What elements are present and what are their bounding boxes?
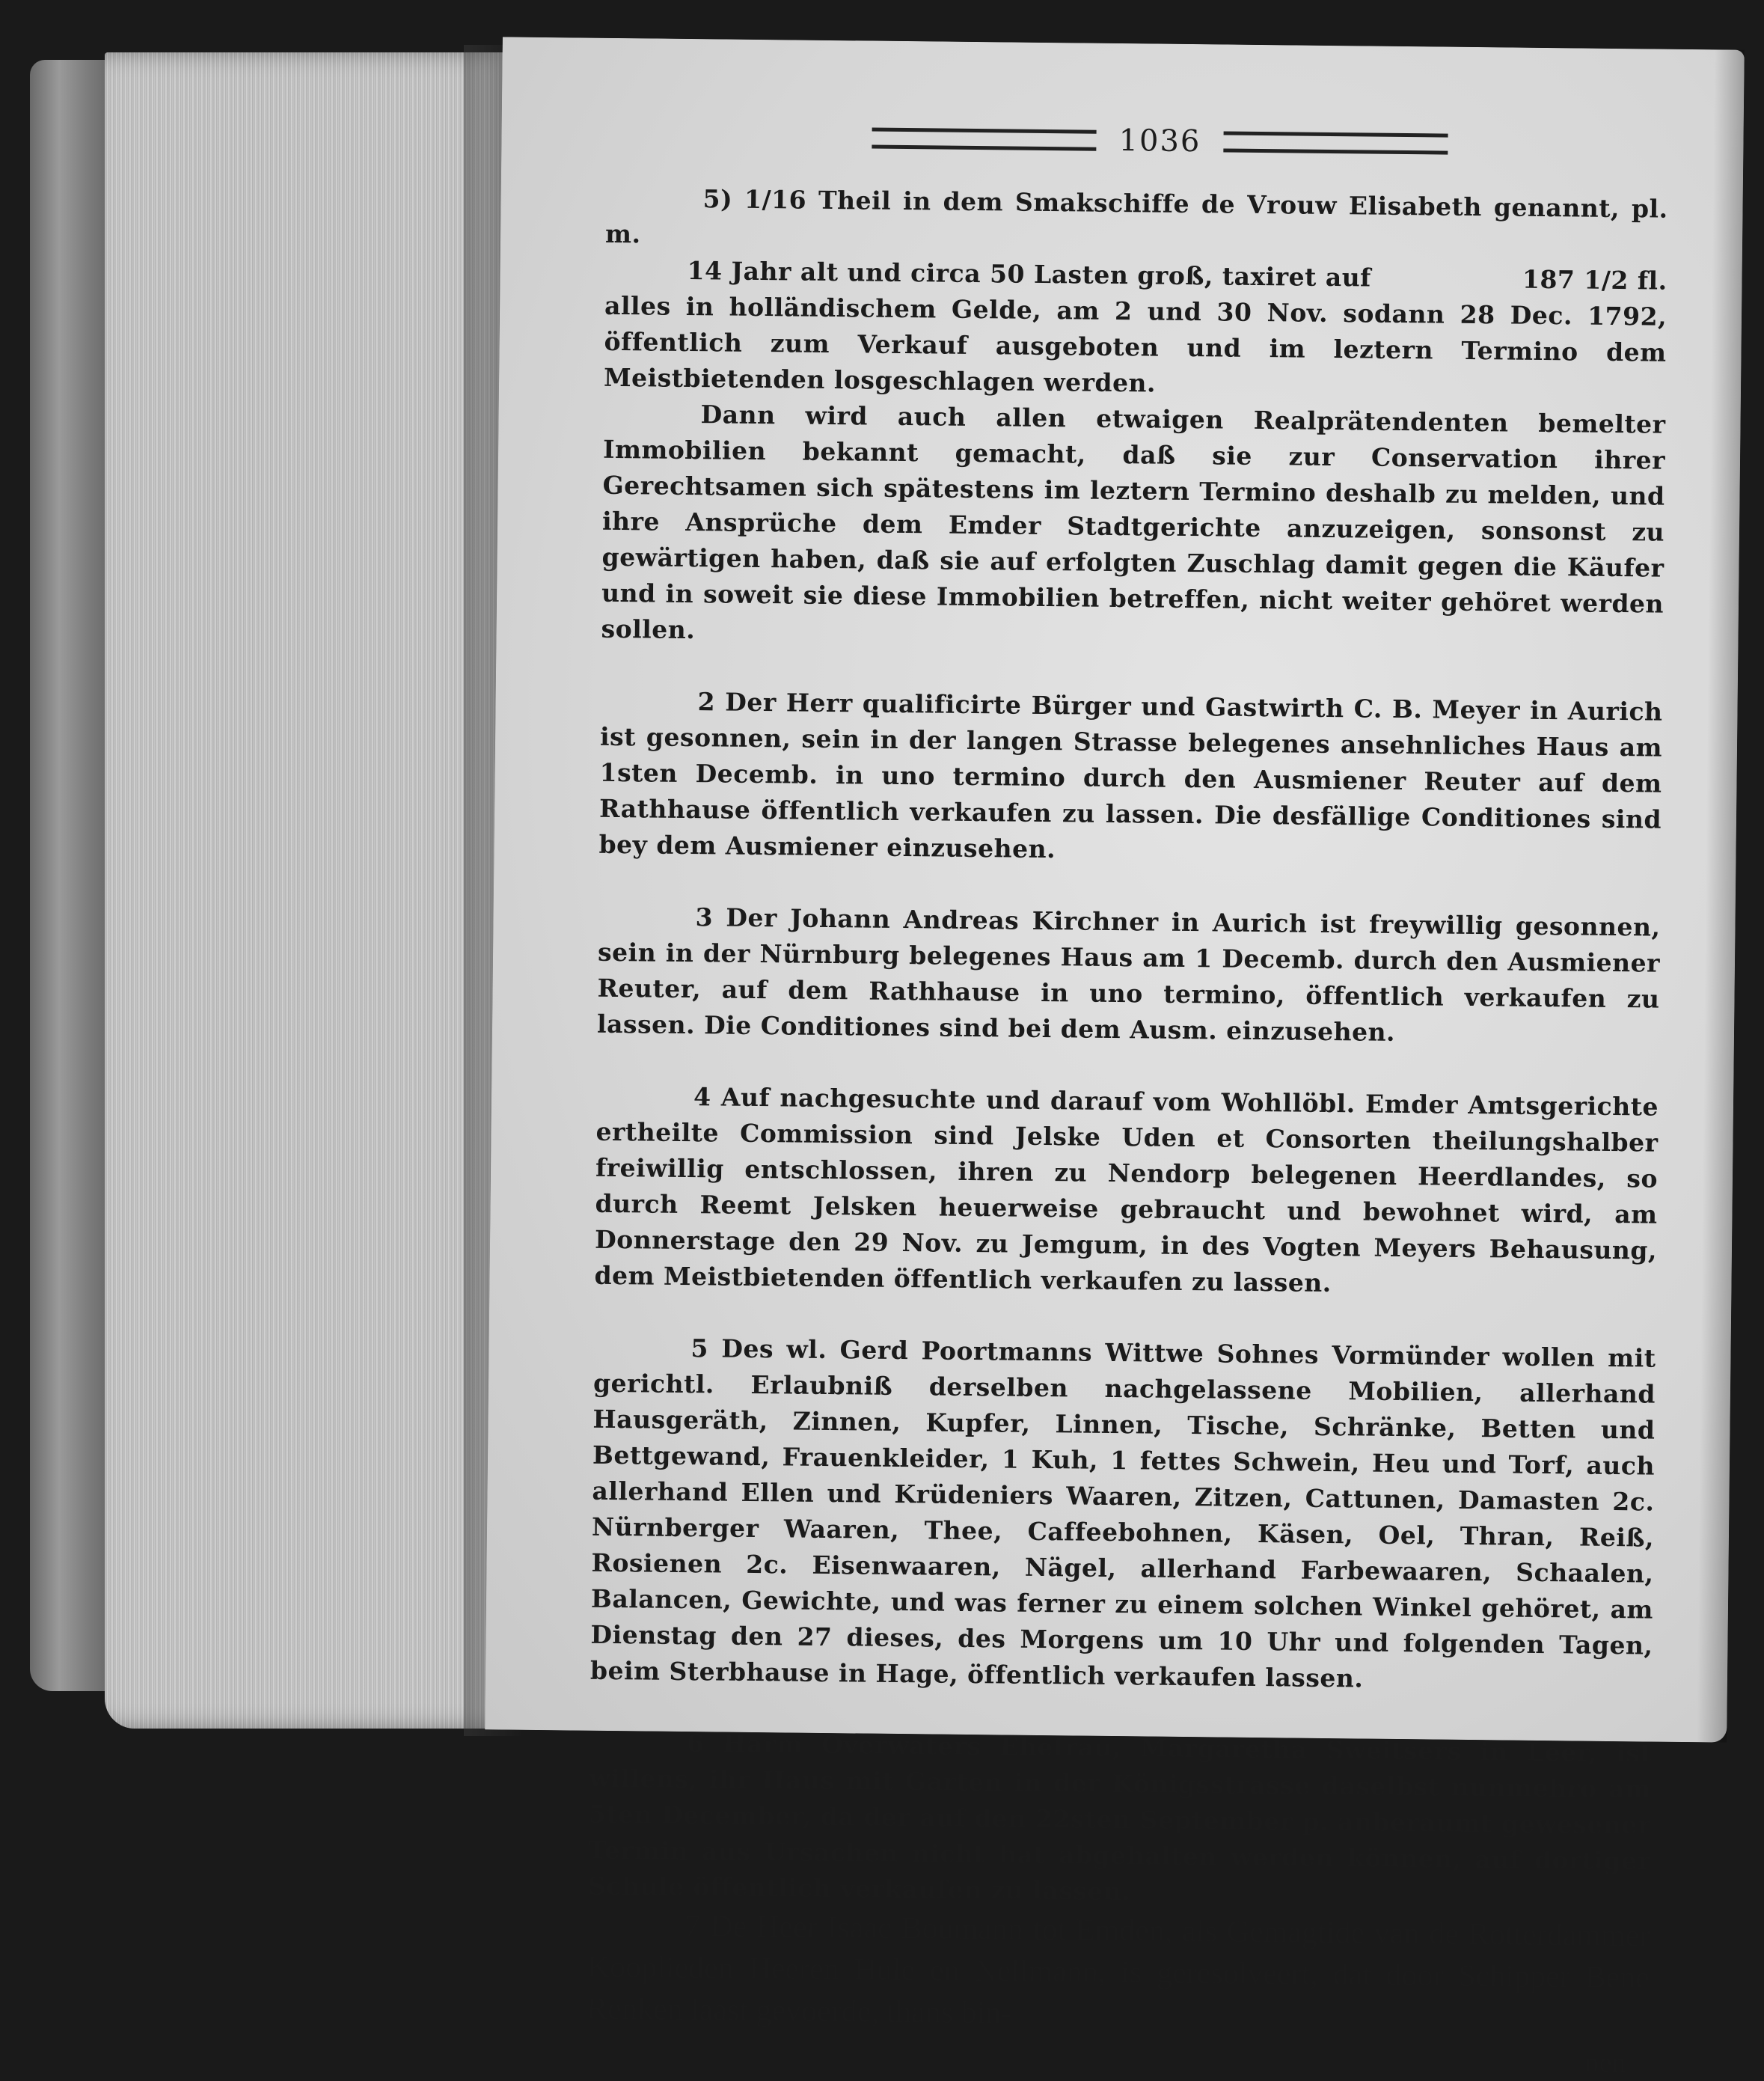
header-rule-right [1223,131,1448,154]
page-header [853,115,1467,167]
item-price: 187 1/2 fl. [1522,264,1667,296]
paragraph-notice-3: 3 Der Johann Andreas Kirchner in Aurich ist freywillig gesonnen, sein in der Nürnburg belegenes Haus am 1 Decemb. durch den Ausmiener Reuter, auf dem Rathhause in uno termino, öffentlich verkaufen zu lassen. Die Conditiones sind bei dem Ausm. einzusehen. [596,902,1661,1047]
paragraph-notice-6: 6 Harm Overwaters Ehefrau, Margaretha Sweitsers in Leer, ist willens, ihr Haus mit Garten in der Königsstrasse daselbst nunmehro am 5ten December, da der auf den 22sten September p. anberaumt gewesener Termin aus Ursachen nicht hat abgehalten werden können, auf dortiger Schule öffentlich verkaufen zu lassen. [587,1729,1653,1907]
paragraph-sale-terms: alles in holländischem Gelde, am 2 und 30 Nov. sodann 28 Dec. 1792, öffentlich zum Verkauf ausgeboten und im leztern Termino dem Meistbietenden losgeschlagen werden. [603,290,1667,398]
page-number: 1036 [1118,123,1201,159]
page-body [586,180,1667,2080]
paragraph-notice-5: 5 Des wl. Gerd Poortmanns Wittwe Sohnes Vormünder wollen mit gerichtl. Erlaubniß derselben nachgelassene Mobilien, allerhand Hausgeräth, Zinnen, Kupfer, Linnen, Tische, Schränke, Betten und Bettgewand, Frauenkleider, 1 Kuh, 1 fettes Schwein, Heu und Torf, auch allerhand Ellen und Krüdeniers Waaren, Zitzen, Cattunen, Damasten 2c. Nürnberger Waaren, Thee, Caffeebohnen, Käsen, Oel, Thran, Reiß, Rosienen 2c. Eisenwaaren, Nägel, allerhand Farbewaaren, Schaalen, Balancen, Gewichte, und was ferner zu einem solchen Winkel gehöret, am Dienstag den 27 dieses, des Morgens um 10 Uhr und folgenden Tagen, beim Sterbhause in Hage, öffentlich verkaufen lassen. [589,1333,1656,1693]
page-edge-shadow [1697,49,1745,1742]
item-description: 14 Jahr alt und circa 50 Lasten groß, taxiret auf [687,255,1372,293]
page-edges [105,52,509,1729]
item-line-1: 5) 1/16 Theil in dem Smakschiffe de Vrouw Elisabeth genannt, pl. m. [604,184,1668,249]
book-page [485,37,1745,2080]
paragraph-notice-4: 4 Auf nachgesuchte und darauf vom Wohllöbl. Emder Amtsgerichte ertheilte Commission sind Jelske Uden et Consorten theilungshalber freiwillig entschlossen, ihren zu Nendorp belegenen Heerdlandes, so durch Reemt Jelsken heuerweise gebraucht und bewohnet wird, am Donnerstage den 29 Nov. zu Jemgum, in des Vogten Meyers Behausung, dem Meistbietenden öffentlich verkaufen zu lassen. [594,1082,1659,1298]
paragraph-notice-7: 7 De Heer Isaac Boumann tot Emden, als Gemagtide van de Rotterdammer Kooplieden Heeren Hule en Nellmann, is geresolveert, dat door Schipper Bene Renken laast gevoerde, thans bin- [587,1909,1650,2031]
catchword: nen [1584,2047,1626,2080]
header-rule-left [872,128,1096,151]
paragraph-notice-2: 2 Der Herr qualificirte Bürger und Gastwirth C. B. Meyer in Aurich ist gesonnen, sein in der langen Strasse belegenes ansehnliches Haus am 1sten Decemb. in uno termino durch den Ausmiener Reuter auf dem Rathhause öffentlich verkaufen zu lassen. Die desfällige Conditiones sind bey dem Ausmiener einzusehen. [598,687,1663,864]
paragraph-claimants-notice: Dann wird auch allen etwaigen Realprätendenten bemelter Immobilien bekannt gemacht, daß sie zur Conservation ihrer Gerechtsamen sich spätestens im leztern Termino deshalb zu melden, und ihre Ansprüche dem Emder Stadtgerichte anzuzeigen, sonsonst zu gewärtigen haben, daß sie auf erfolgten Zuschlag damit gegen die Käufer und in soweit sie diese Immobilien betreffen, nicht weiter gehöret werden sollen. [601,400,1666,645]
